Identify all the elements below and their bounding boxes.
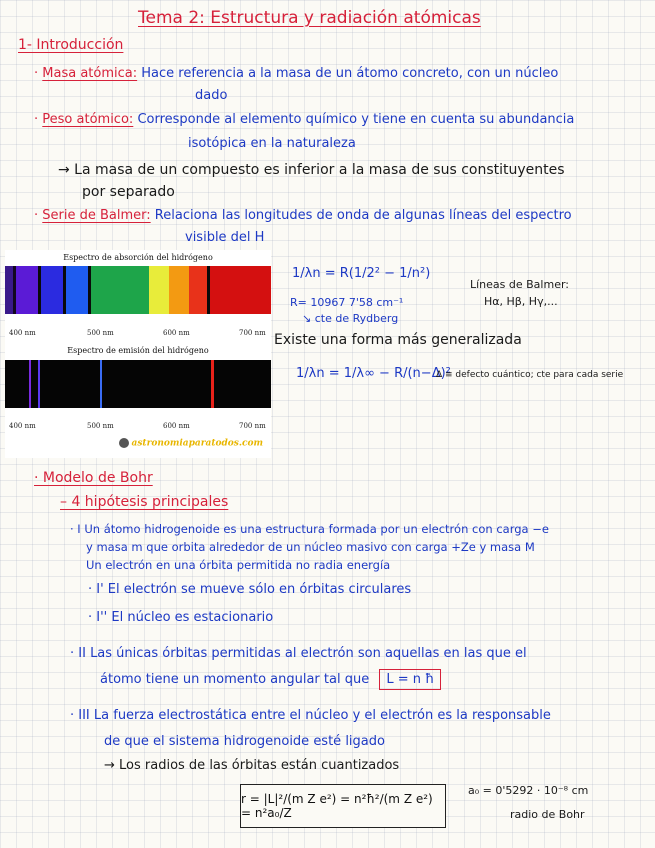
arrow-note-line2: por separado [82,184,175,200]
tick-label: 700 nm [239,329,266,337]
rydberg-note: ↘ cte de Rydberg [302,312,399,325]
balmer-text: Relaciona las longitudes de onda de algunas líneas del espectro [154,208,572,223]
arrow-note-line1: → La masa de un compuesto es inferior a la masa de sus constituyentes [58,162,565,178]
hypothesis-3-line1: · III La fuerza electrostática entre el núcleo y el electrón es la responsable [70,708,551,723]
hypothesis-2-text: átomo tiene un momento angular tal que [100,672,370,687]
section-heading [18,37,123,53]
bohr-radius-value: a₀ = 0'5292 · 10⁻⁸ cm [468,784,589,797]
generalized-heading: Existe una forma más generalizada [274,332,522,348]
balmer-term: Serie de Balmer: [42,208,151,223]
balmer-line1 [34,208,572,223]
hypothesis-1-line2: y masa m que orbita alrededor de un núcleo masivo con carga +Ze y masa M [86,540,535,554]
angular-momentum-box: L = n ħ [379,669,441,690]
generalized-formula: 1/λn = 1/λ∞ − R/(n−Δ)² [296,366,451,381]
bullet-dot-icon: · [34,208,39,223]
hydrogen-spectra-figure [5,250,271,458]
bohr-subheading [60,494,228,510]
bohr-heading-text: · Modelo de Bohr [34,470,153,486]
hypothesis-2-line2 [100,672,441,687]
tick-label: 400 nm [9,329,36,337]
tick-label: 500 nm [87,329,114,337]
hypothesis-1a: · I' El electrón se mueve sólo en órbitas circulares [88,582,412,597]
bohr-heading [34,470,153,486]
balmer-lines: Hα, Hβ, Hγ,... [484,295,558,308]
bohr-radius-formula: r = |L|²/(m Z e²) = n²ħ²/(m Z e²) = n²a₀/Z [241,792,433,820]
balmer-lines-label: Líneas de Balmer: [470,278,569,291]
peso-atomico-line1 [34,112,574,127]
emission-spectrum [5,360,271,408]
bullet-dot-icon: · [34,66,39,81]
bohr-subheading-text: – 4 hipótesis principales [60,494,229,510]
peso-atomico-line2: isotópica en la naturaleza [188,136,356,151]
bohr-radius-label: radio de Bohr [510,808,585,821]
hypothesis-2-line1: · II Las únicas órbitas permitidas al electrón son aquellas en las que el [70,646,527,661]
absorption-ticks [5,329,271,341]
peso-atomico-term: Peso atómico: [42,112,134,127]
bullet-dot-icon: · [34,112,39,127]
emission-ticks [5,422,271,434]
tick-label: 400 nm [9,422,36,430]
rydberg-constant: R= 10967 7'58 cm⁻¹ [290,296,404,309]
bohr-radius-formula-box [240,784,446,828]
rydberg-formula: 1/λn = R(1/2² − 1/n²) [292,266,431,281]
masa-atomica-line1 [34,66,558,81]
tick-label: 600 nm [163,329,190,337]
balmer-line2: visible del H [185,230,265,245]
tick-label: 700 nm [239,422,266,430]
peso-atomico-text: Corresponde al elemento químico y tiene en cuenta su abundancia [137,112,575,127]
page-title-text: Tema 2: Estructura y radiación atómicas [138,8,481,28]
hypothesis-1-line3: Un electrón en una órbita permitida no radia energía [86,558,391,572]
section-heading-text: 1- Introducción [18,37,124,53]
masa-atomica-line2: dado [195,88,228,103]
hypothesis-3-arrow: → Los radios de las órbitas están cuantizados [104,758,400,773]
hypothesis-1-line1: · I Un átomo hidrogenoide es una estructura formada por un electrón con carga −e [70,522,549,536]
tick-label: 500 nm [87,422,114,430]
hypothesis-1b: · I'' El núcleo es estacionario [88,610,274,625]
page-title [138,8,481,28]
emission-title: Espectro de emisión del hidrógeno [67,346,209,355]
quantum-defect-note: Δ ≡ defecto cuántico; cte para cada serie [436,370,624,380]
globe-icon [119,438,129,448]
credit-watermark [119,438,263,449]
absorption-spectrum [5,266,271,314]
tick-label: 600 nm [163,422,190,430]
absorption-title: Espectro de absorción del hidrógeno [63,253,213,262]
credit-text: astronomiaparatodos.com [131,438,263,449]
hypothesis-3-line2: de que el sistema hidrogenoide esté ligado [104,734,385,749]
masa-atomica-term: Masa atómica: [42,66,138,81]
masa-atomica-text: Hace referencia a la masa de un átomo concreto, con un núcleo [141,66,559,81]
